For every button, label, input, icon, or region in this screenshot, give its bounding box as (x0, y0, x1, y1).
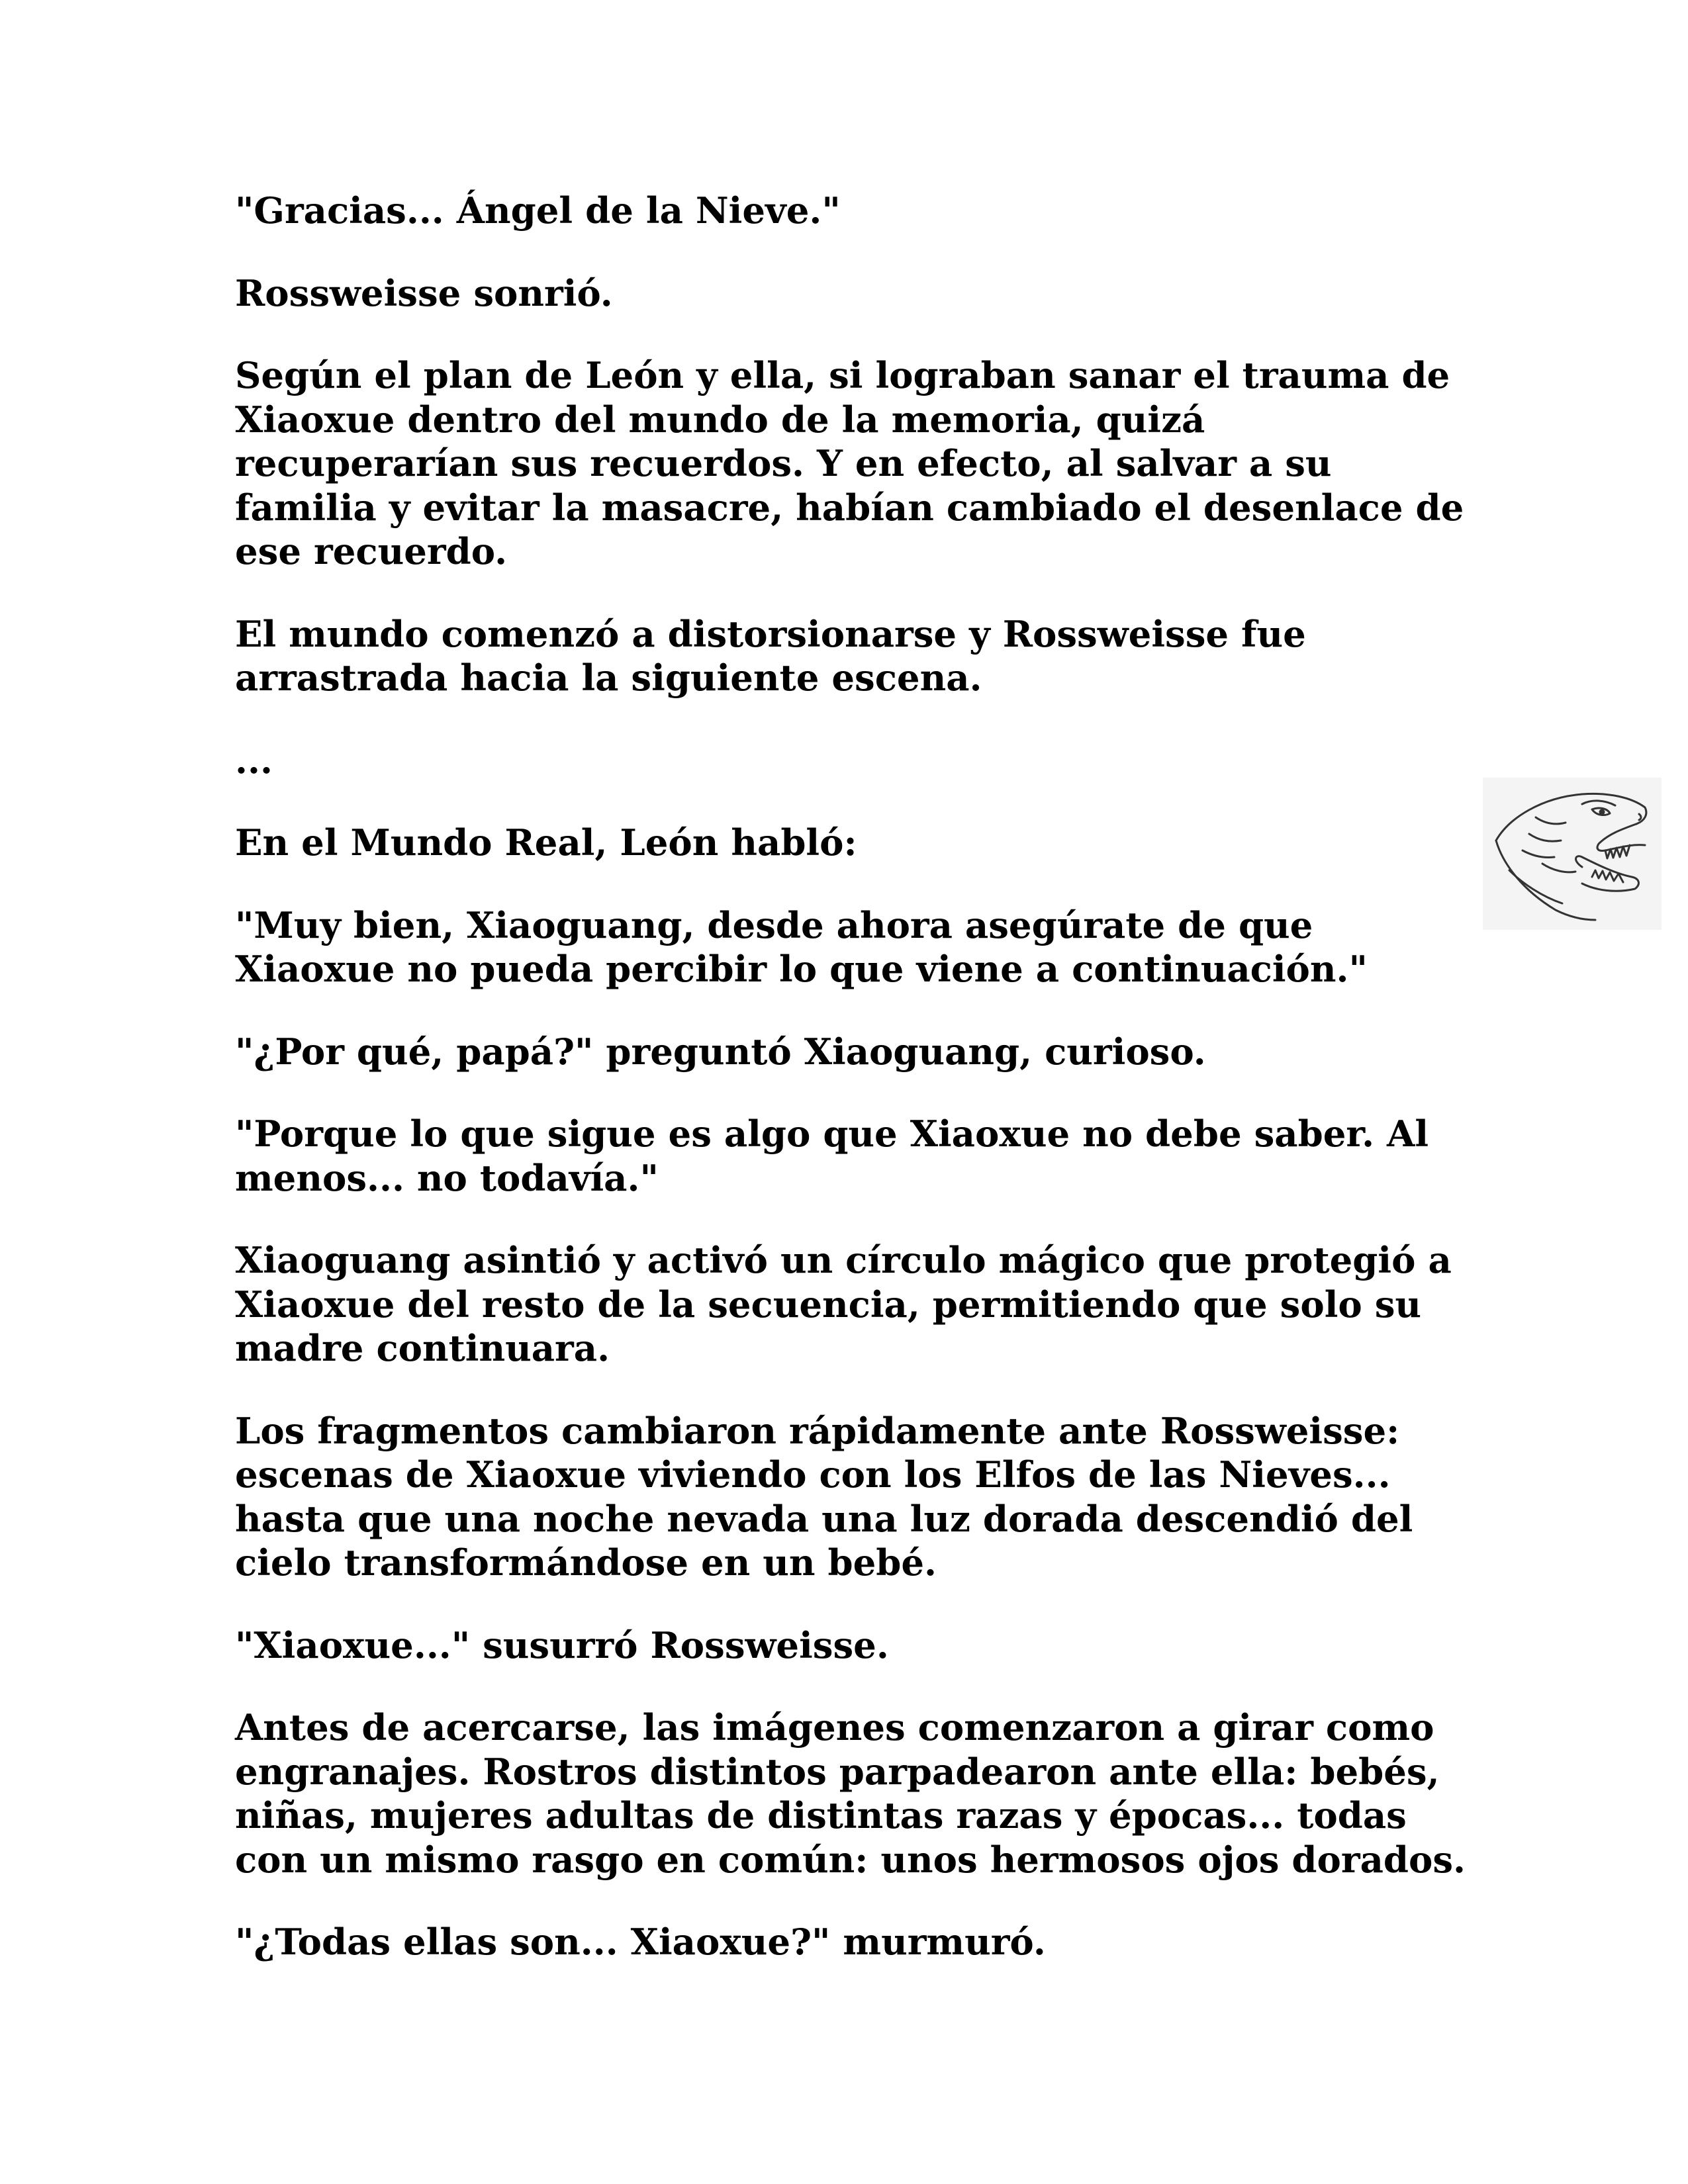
paragraph: Rossweisse sonrió. (235, 271, 613, 314)
paragraph: "Xiaoxue..." susurró Rossweisse. (235, 1623, 889, 1666)
paragraph: "¿Por qué, papá?" preguntó Xiaoguang, curioso. (235, 1030, 1206, 1073)
paragraph: "Gracias... Ángel de la Nieve." (235, 189, 841, 232)
paragraph: "Porque lo que sigue es algo que Xiaoxue no debe saber. Al menos... no todavía." (235, 1113, 1429, 1199)
paragraph: "Muy bien, Xiaoguang, desde ahora asegúrate de que Xiaoxue no pueda percibir lo que viene a continuación." (235, 903, 1368, 990)
paragraph: En el Mundo Real, León habló: (235, 821, 857, 864)
paragraph: ... (235, 739, 273, 782)
dinosaur-head-sketch-icon (1483, 778, 1662, 930)
paragraph: Xiaoguang asintió y activó un círculo mágico que protegió a Xiaoxue del resto de la secuencia, permitiendo que solo su madre continuara. (235, 1239, 1452, 1369)
paragraph: "¿Todas ellas son... Xiaoxue?" murmuró. (235, 1921, 1046, 1963)
paragraph: El mundo comenzó a distorsionarse y Rossweisse fue arrastrada hacia la siguiente escena. (235, 612, 1306, 699)
paragraph: Según el plan de León y ella, si lograban sanar el trauma de Xiaoxue dentro del mundo de la memoria, quizá recuperarían sus recuerdos. Y en efecto, al salvar a su familia y evitar la masacre, habían cambiado el desenlace de ese recuerdo. (235, 354, 1464, 572)
body-text (235, 189, 1473, 2003)
paragraph: Los fragmentos cambiaron rápidamente ante Rossweisse: escenas de Xiaoxue viviendo con los Elfos de las Nieves... hasta que una noche nevada una luz dorada descendió del cielo transformándose en un bebé. (235, 1409, 1413, 1584)
paragraph: Antes de acercarse, las imágenes comenzaron a girar como engranajes. Rostros distintos parpadearon ante ella: bebés, niñas, mujeres adultas de distintas razas y épocas... todas con un mismo rasgo en común: unos hermosos ojos dorados. (235, 1706, 1466, 1881)
